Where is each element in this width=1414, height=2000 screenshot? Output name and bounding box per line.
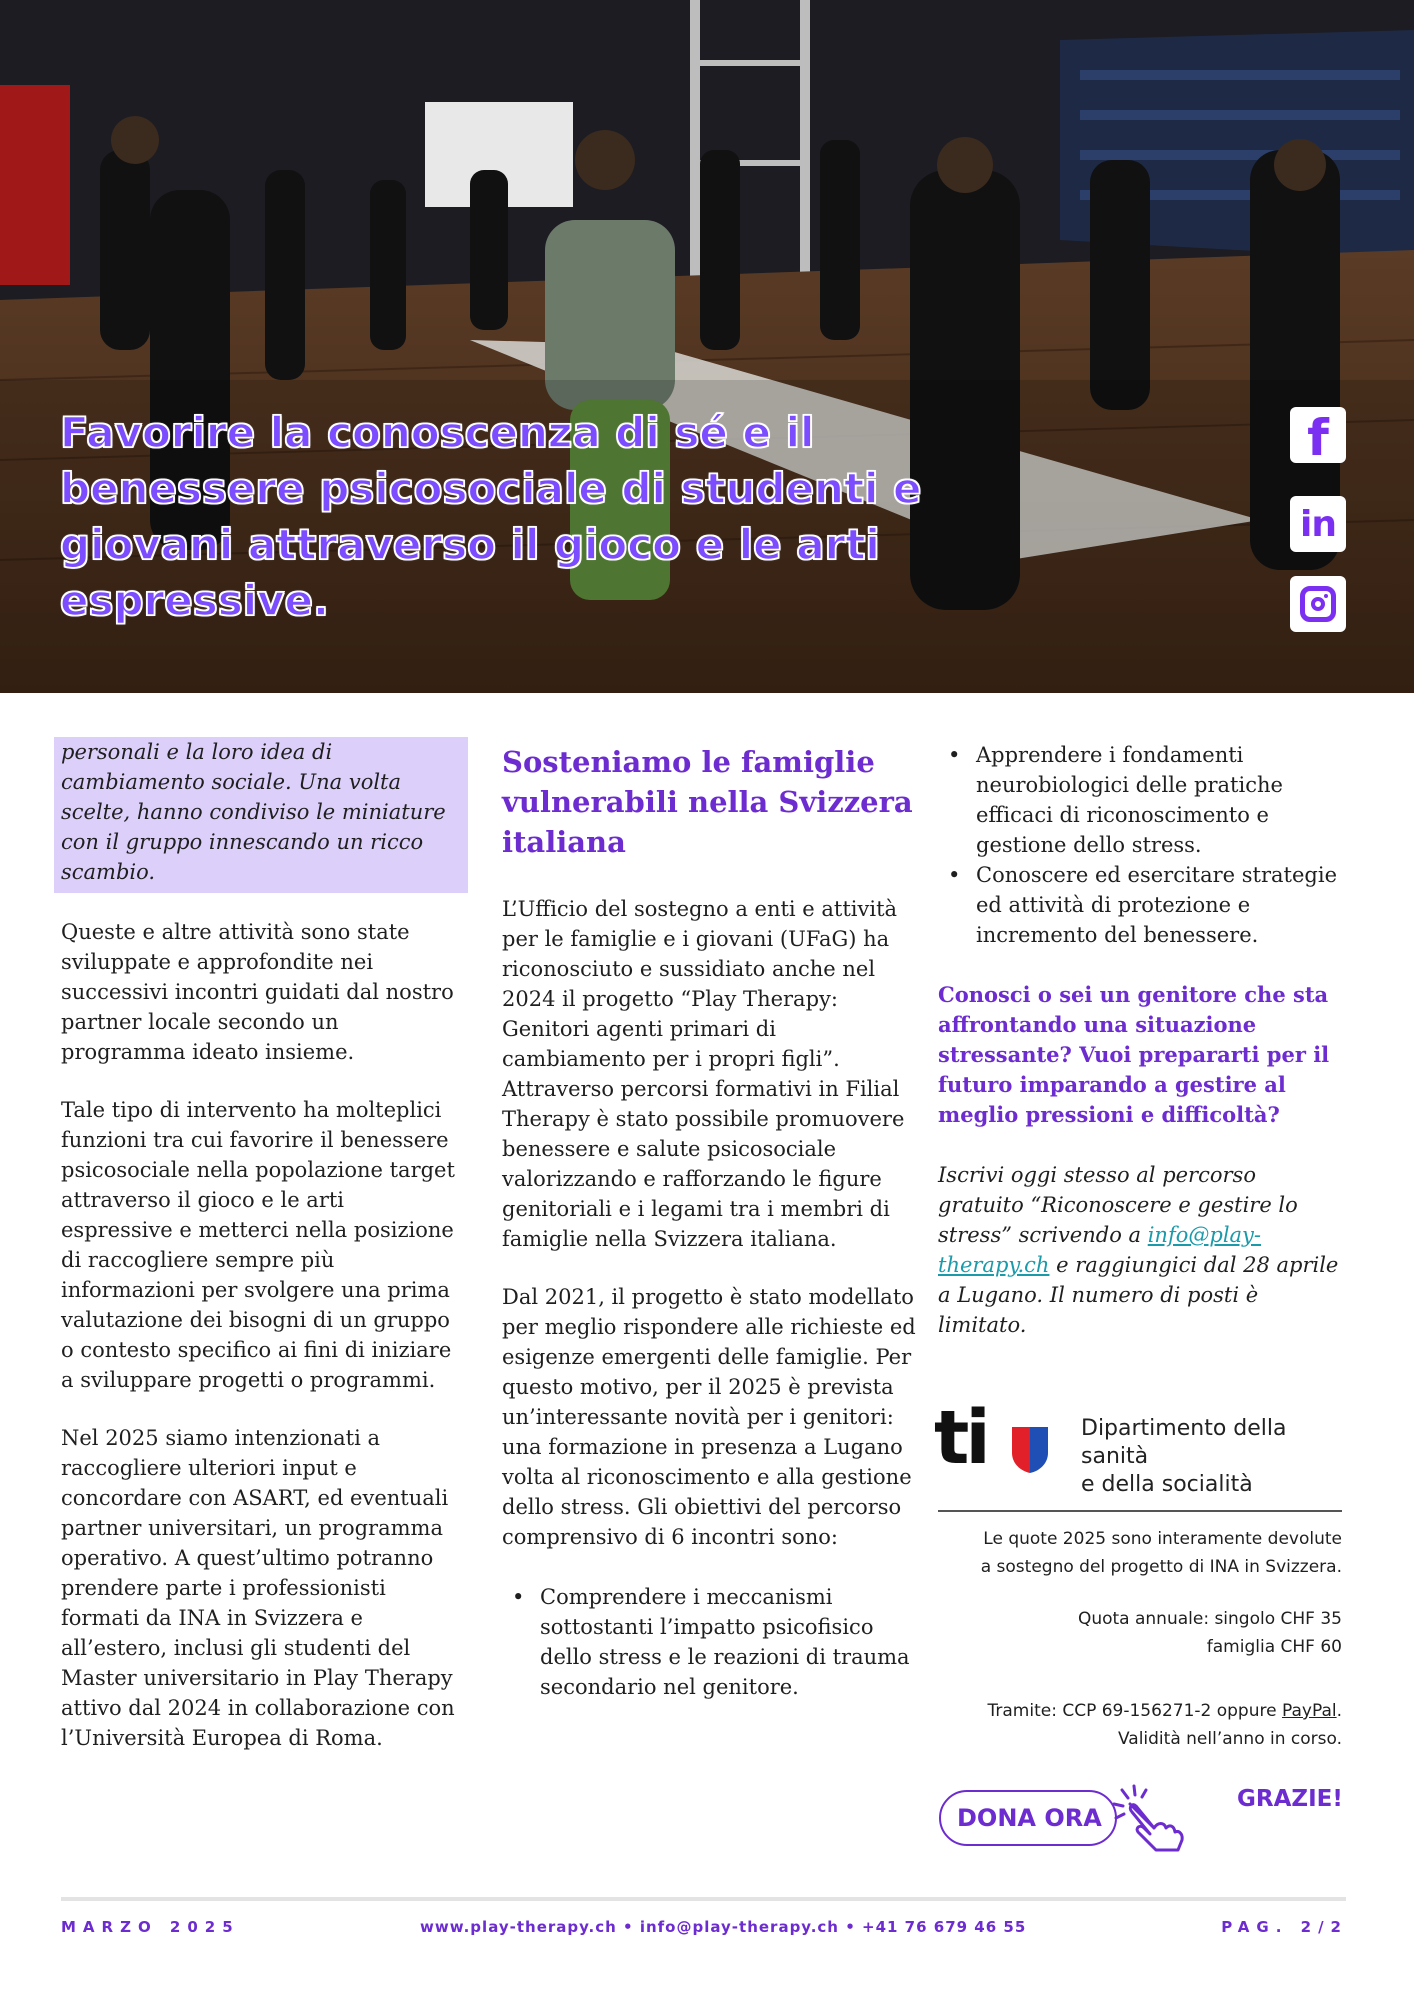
list-item: • Comprendere i meccanismi sottostanti l’impatto psicofisico dello stress e le reazioni di trauma secondario nel genitore. (502, 1582, 922, 1702)
footer-contacts: www.play-therapy.ch • info@play-therapy.ch • +41 76 679 46 55 (420, 1918, 1027, 1936)
paragraph: Nel 2025 siamo intenzionati a raccogliere ulteriori input e concordare con ASART, ed eventuali partner universitari, un programma operativo. A quest’ultimo potranno prendere parte i professionisti formati da INA in Svizzera e all’estero, inclusi gli studenti del Master universitario in Play Therapy attivo dal 2024 in collaborazione con l’Università Europea di Roma. (61, 1426, 455, 1750)
paragraph: L’Ufficio del sostegno a enti e attività per le famiglie e i giovani (UFaG) ha riconosciuto e sussidiato anche nel 2024 il progetto “Play Therapy: Genitori agenti primari di cambiamento per i propri figli”. Attraverso percorsi formativi in Filial Therapy è stato possibile promuovere benessere e salute psicosociale valorizzando e rafforzando le figure genitoriali e i legami tra i membri di famiglie nella Svizzera italiana. (502, 897, 905, 1251)
department-name (1081, 1415, 1354, 1499)
footer-date: MARZO 2025 (61, 1918, 240, 1936)
quote-box: personali e la loro idea di cambiamento sociale. Una volta scelte, hanno condiviso le miniature con il gruppo innescando un ricco scambio. (54, 737, 468, 893)
email-link[interactable]: info@play-therapy.ch (938, 1223, 1262, 1277)
callout-question: Conosci o sei un genitore che sta affrontando una situazione stressante? Vuoi prepararti per il futuro imparando a gestire al meglio pressioni e difficoltà? (938, 982, 1330, 1127)
signup-text (938, 1160, 1348, 1340)
pointing-hand-icon[interactable] (1108, 1782, 1188, 1852)
paragraph: Tale tipo di intervento ha molteplici funzioni tra cui favorire il benessere psicosociale nella popolazione target attraverso il gioco e le arti espressive e metterci nella posizione di raccogliere sempre più informazioni per svolgere una prima valutazione dei bisogni di un gruppo o contesto specifico ai fini di iniziare a sviluppare progetti o programmi. (61, 1098, 455, 1392)
logo-mark: ti (934, 1395, 987, 1481)
payment-suffix: . (1336, 1701, 1342, 1721)
donate-button[interactable]: DONA ORA (939, 1790, 1117, 1846)
fee-line-1: Quota annuale: singolo CHF 35 (1077, 1609, 1342, 1629)
department-line-2: e della socialità (1081, 1472, 1253, 1497)
column-3 (938, 740, 1348, 1340)
column-2 (502, 742, 922, 1702)
list-item: • Conoscere ed esercitare strategie ed attività di protezione e incremento del benessere. (938, 860, 1348, 950)
signup-before: Iscrivi oggi stesso al percorso gratuito “Riconoscere e gestire lo stress” scrivendo a (938, 1163, 1298, 1247)
department-line-1: Dipartimento della sanità (1081, 1416, 1287, 1469)
payment-prefix: Tramite: CCP 69-156271-2 oppure (987, 1701, 1282, 1721)
list-item: • Apprendere i fondamenti neurobiologici delle pratiche efficaci di riconoscimento e gestione dello stress. (938, 740, 1348, 860)
payment-line (922, 1697, 1342, 1725)
facebook-link[interactable] (1290, 407, 1346, 467)
instagram-icon (1300, 586, 1336, 622)
fees (922, 1605, 1342, 1661)
paypal-link[interactable]: PayPal (1281, 1701, 1337, 1721)
hero-photo (0, 0, 1414, 693)
payment-info (922, 1697, 1342, 1753)
validity-line: Validità nell’anno in corso. (1117, 1729, 1342, 1749)
linkedin-link[interactable] (1290, 496, 1346, 552)
donation-note (922, 1525, 1342, 1581)
thanks-text: GRAZIE! (1237, 1786, 1343, 1812)
facebook-icon: f (1307, 409, 1329, 467)
objectives-list-continued (938, 740, 1348, 950)
signup-after: e raggiungici dal 28 aprile a Lugano. Il numero di posti è limitato. (938, 1253, 1339, 1337)
note-line-2: a sostegno del progetto di INA in Svizzera. (980, 1557, 1342, 1577)
divider (938, 1510, 1342, 1512)
canton-shield-icon (1012, 1427, 1048, 1473)
section-heading: Sosteniamo le famiglie vulnerabili nella Svizzera italiana (502, 745, 913, 859)
linkedin-icon: in (1300, 503, 1336, 545)
column-1 (61, 740, 461, 1753)
paragraph: Queste e altre attività sono state sviluppate e approfondite nei successivi incontri guidati dal nostro partner locale secondo un programma ideato insieme. (61, 920, 454, 1064)
footer-divider (61, 1897, 1346, 1901)
note-line-1: Le quote 2025 sono interamente devolute (983, 1529, 1342, 1549)
objectives-list (502, 1582, 922, 1702)
fee-line-2: famiglia CHF 60 (1206, 1637, 1342, 1657)
ticino-logo (934, 1395, 1354, 1497)
footer-page-number: PAG. 2/2 (1221, 1918, 1348, 1936)
hero-title: Favorire la conoscenza di sé e il benessere psicosociale di studenti e giovani attraverso il gioco e le arti espressive. (60, 408, 922, 625)
instagram-link[interactable] (1290, 576, 1346, 632)
paragraph: Dal 2021, il progetto è stato modellato per meglio rispondere alle richieste ed esigenze emergenti delle famiglie. Per questo motivo, per il 2025 è prevista un’interessante novità per i genitori: una formazione in presenza a Lugano volta al riconoscimento e alla gestione dello stress. Gli obiettivi del percorso comprensivo di 6 incontri sono: (502, 1285, 916, 1549)
